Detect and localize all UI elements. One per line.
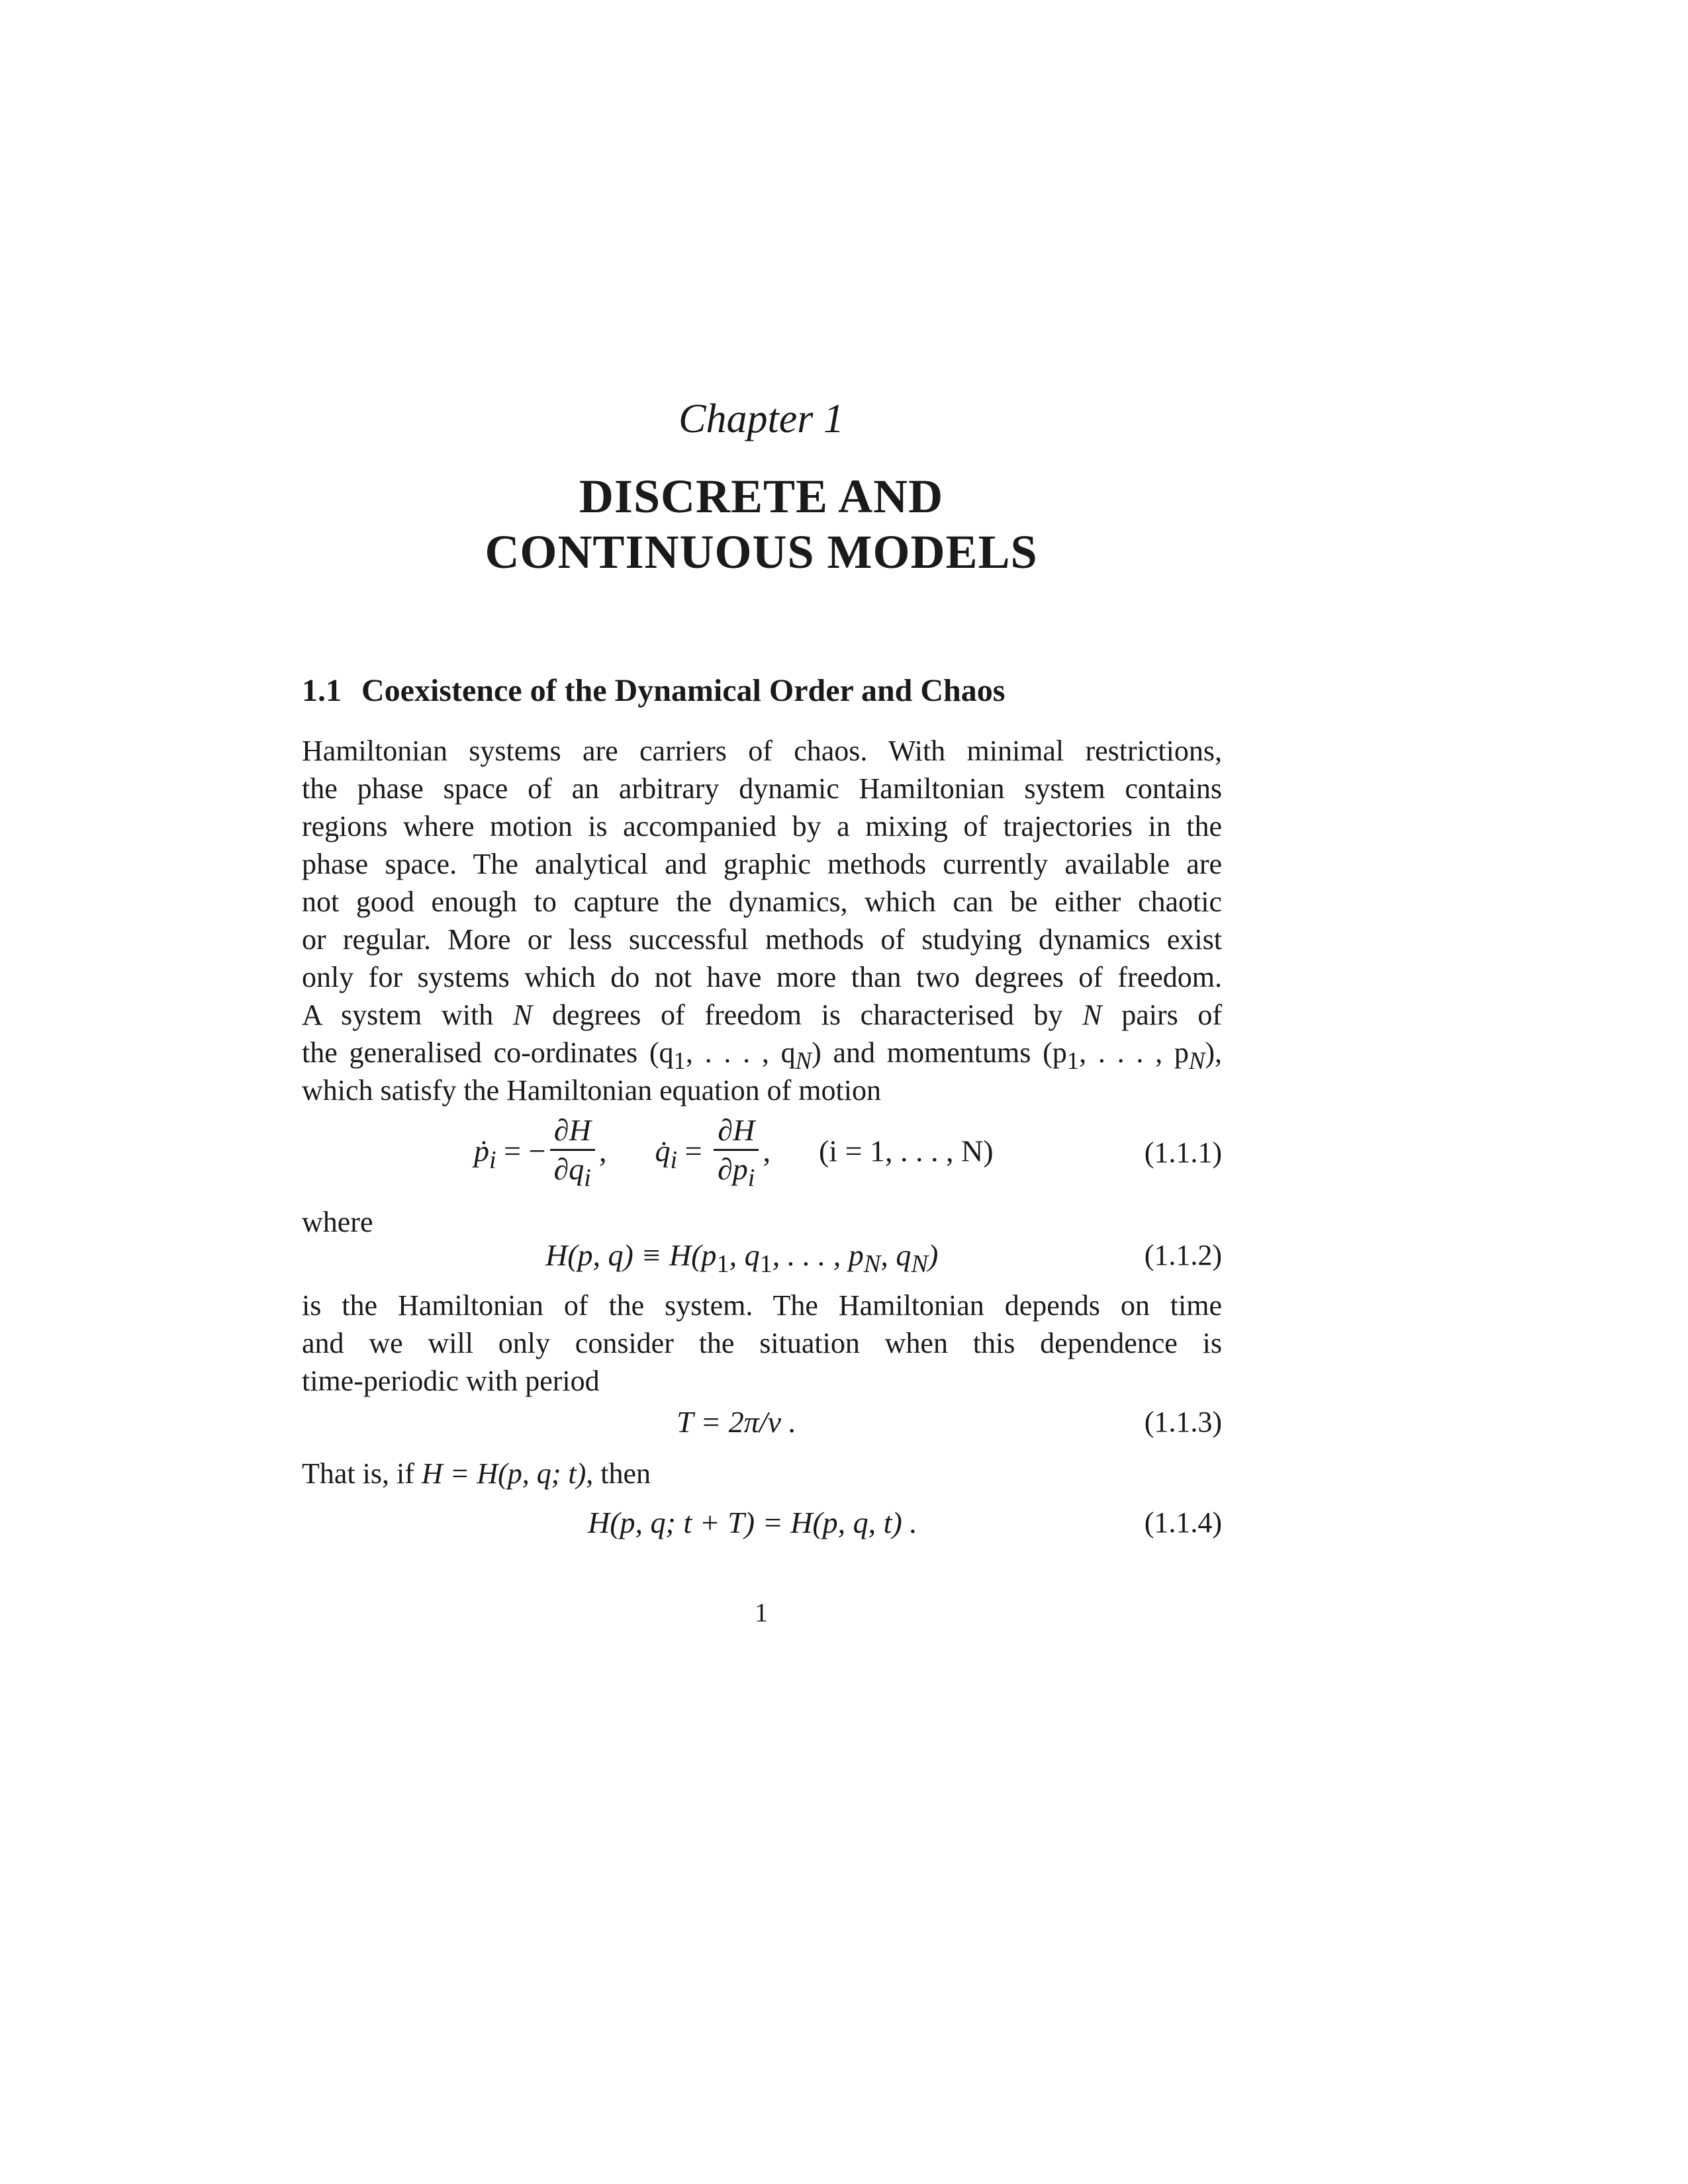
body-line: or regular. More or less successful methods of studying dynamics exist [302,923,1222,956]
subscript: N [1188,1046,1205,1074]
subscript: 1 [716,1250,729,1279]
math-operator: , [598,1134,607,1168]
body-line: regions where motion is accompanied by a mixing of trajectories in the [302,810,1222,842]
body-line: is the Hamiltonian of the system. The Hamiltonian depends on time [302,1289,1222,1322]
text-fragment: , . . . , p [1079,1036,1189,1069]
equation-number: (1.1.4) [1144,1506,1222,1539]
math-operator: , [763,1134,771,1168]
fraction-numerator: ∂H [550,1112,595,1151]
section-heading [302,671,1005,711]
equation-1-1-4: H(p, q; t + T) = H(p, q, t) . [588,1506,917,1539]
chapter-title-line-1: DISCRETE AND [579,470,944,523]
math-expression: H(p, q) ≡ H(p [545,1238,717,1272]
body-text-where: where [302,1206,373,1238]
math-symbol: N [512,999,533,1031]
equation-1-1-1 [474,1112,994,1197]
body-line: not good enough to capture the dynamics, which can be either chaotic [302,886,1222,918]
text-fragment: degrees of freedom is characterised by [551,999,1063,1031]
fraction-denominator [714,1151,759,1197]
subscript: N [911,1250,928,1279]
text-fragment: , . . . , q [685,1036,796,1069]
text-fragment: A system with [302,999,494,1031]
section-number: 1.1 [302,673,342,708]
fraction [550,1112,595,1197]
math-expression: ) [927,1238,939,1272]
subscript: N [863,1250,881,1279]
text-fragment: pairs of [1121,999,1223,1031]
subscript: N [795,1046,812,1074]
body-line [302,1034,1223,1074]
body-line: and we will only consider the situation when this dependence is [302,1327,1222,1359]
math-range: (i = 1, . . . , N) [818,1134,994,1168]
math-operator: = [677,1134,710,1168]
math-symbol: ∂p [718,1152,748,1186]
body-line: which satisfy the Hamiltonian equation of motion [302,1074,881,1107]
body-line: the phase space of an arbitrary dynamic Hamiltonian system contains [302,772,1222,805]
chapter-label: Chapter 1 [679,396,844,441]
text-fragment: , then [586,1457,651,1490]
body-line: time-periodic with period [302,1365,600,1397]
equation-number: (1.1.2) [1144,1239,1222,1271]
body-text-that-is [302,1455,651,1492]
equation-1-1-2 [545,1236,938,1283]
fraction-denominator [550,1151,595,1197]
body-line: only for systems which do not have more than two degrees of freedom. [302,961,1222,993]
body-line [302,996,1222,1034]
math-expression: , . . . , p [772,1238,864,1272]
math-operator: = − [496,1134,546,1168]
math-symbol: N [1082,999,1102,1031]
text-fragment: That is, if [302,1457,422,1490]
subscript: i [670,1146,678,1174]
subscript: i [747,1164,755,1193]
subscript: i [584,1164,591,1193]
body-line: Hamiltonian systems are carriers of chaos. With minimal restrictions, [302,735,1222,767]
equation-number: (1.1.3) [1144,1406,1222,1438]
subscript: 1 [673,1046,686,1074]
text-fragment: the generalised co-ordinates (q [302,1036,674,1069]
equation-1-1-3: T = 2π/ν . [677,1405,797,1439]
chapter-title [0,469,1523,580]
chapter-title-line-2: CONTINUOUS MODELS [485,525,1038,578]
text-fragment: ), [1205,1036,1223,1069]
subscript: 1 [759,1250,773,1279]
math-symbol: ṗ [474,1134,489,1168]
equation-number: (1.1.1) [1144,1136,1222,1169]
subscript: i [489,1146,496,1174]
math-symbol: q̇ [655,1134,671,1168]
section-title: Coexistence of the Dynamical Order and Chaos [361,673,1006,708]
math-expression: , q [729,1238,760,1272]
math-expression: H = H(p, q; t) [421,1457,586,1490]
page-number: 1 [755,1598,768,1627]
text-fragment: ) and momentums (p [812,1036,1067,1069]
fraction [714,1112,759,1197]
fraction-numerator: ∂H [714,1112,759,1151]
math-symbol: ∂q [553,1152,585,1186]
subscript: 1 [1066,1046,1080,1074]
math-expression: , q [880,1238,912,1272]
body-line: phase space. The analytical and graphic methods currently available are [302,848,1222,880]
